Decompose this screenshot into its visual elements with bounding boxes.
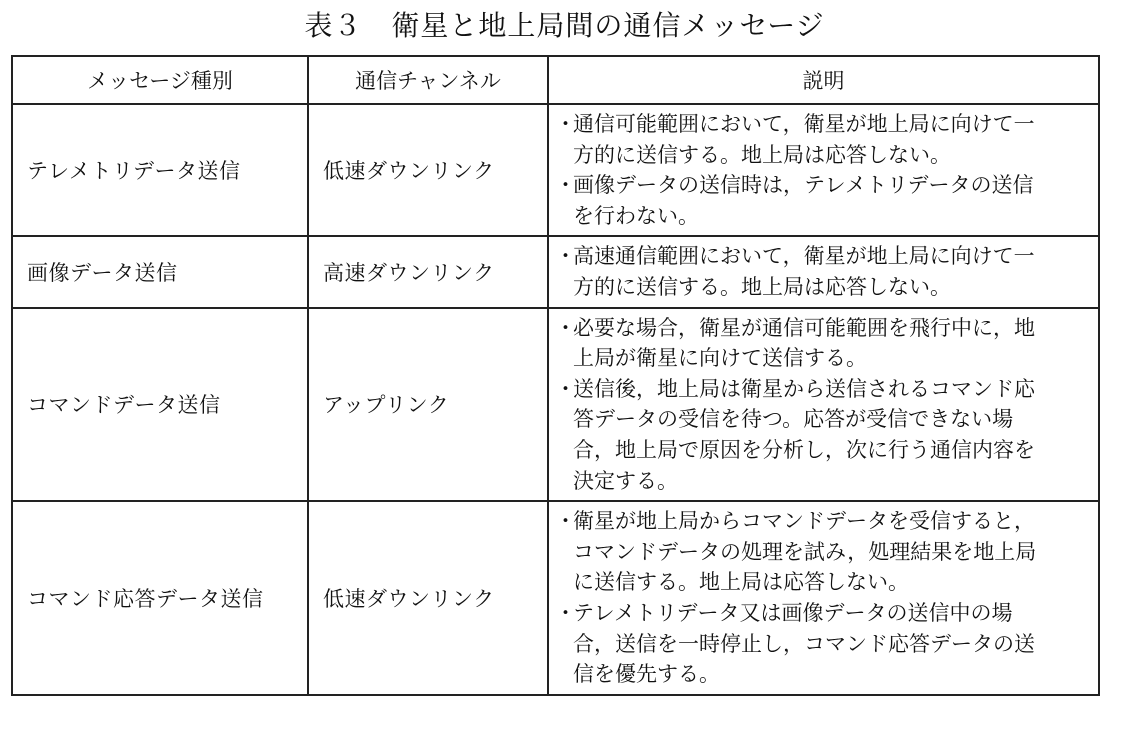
- description-cell: [548, 501, 1099, 695]
- table-row: [12, 308, 1099, 502]
- description-text: 信を優先する。: [573, 662, 720, 687]
- bullet-marker: ・: [555, 173, 576, 198]
- message-type-cell: テレメトリデータ送信: [12, 104, 308, 236]
- description-text: 通信可能範囲において，衛星が地上局に向けて一: [573, 112, 1035, 136]
- table-row: [12, 104, 1099, 236]
- message-type-cell: コマンドデータ送信: [12, 308, 308, 502]
- bullet-marker: ・: [555, 244, 576, 269]
- channel-cell: 低速ダウンリンク: [308, 501, 548, 695]
- description-line: [555, 598, 1090, 629]
- description-text: 合，送信を一時停止し，コマンド応答データの送: [573, 631, 1035, 656]
- description-cell: [548, 236, 1099, 307]
- description-text: 画像データの送信時は，テレメトリデータの送信: [573, 173, 1034, 198]
- header-description: 説明: [548, 56, 1099, 104]
- message-table: [11, 55, 1100, 696]
- description-line: [555, 506, 1090, 537]
- description-text: 衛星が地上局からコマンドデータを受信すると，: [573, 509, 1035, 534]
- description-line: [573, 404, 1090, 435]
- table-row: [12, 236, 1099, 307]
- description-text: 決定する。: [573, 468, 678, 493]
- description-text: 上局が衛星に向けて送信する。: [573, 346, 867, 371]
- description-text: 方的に送信する。地上局は応答しない。: [573, 274, 951, 299]
- bullet-marker: ・: [555, 376, 576, 401]
- description-line: [573, 343, 1090, 374]
- description-line: [573, 567, 1090, 598]
- channel-cell: アップリンク: [308, 308, 548, 502]
- bullet-marker: ・: [555, 112, 576, 136]
- description-cell: [548, 308, 1099, 502]
- description-text: 合，地上局で原因を分析し，次に行う通信内容を: [573, 437, 1035, 462]
- description-text: 方的に送信する。地上局は応答しない。: [573, 142, 951, 167]
- description-line: [573, 629, 1090, 660]
- description-line: [555, 313, 1090, 344]
- table-row: [12, 501, 1099, 695]
- description-cell: [548, 104, 1099, 236]
- description-text: 送信後，地上局は衛星から送信されるコマンド応: [573, 376, 1035, 401]
- description-line: [573, 537, 1090, 568]
- channel-cell: 低速ダウンリンク: [308, 104, 548, 236]
- bullet-marker: ・: [555, 315, 576, 340]
- header-message-type: メッセージ種別: [12, 56, 308, 104]
- description-text: テレメトリデータ又は画像データの送信中の場: [573, 600, 1013, 625]
- table-header-row: [12, 56, 1099, 104]
- description-line: [555, 109, 1090, 140]
- description-text: 必要な場合，衛星が通信可能範囲を飛行中に，地: [573, 315, 1035, 340]
- description-line: [573, 272, 1090, 303]
- channel-cell: 高速ダウンリンク: [308, 236, 548, 307]
- description-line: [555, 241, 1090, 272]
- description-line: [573, 466, 1090, 497]
- bullet-marker: ・: [555, 509, 576, 534]
- description-line: [555, 374, 1090, 405]
- description-line: [573, 435, 1090, 466]
- message-type-cell: コマンド応答データ送信: [12, 501, 308, 695]
- description-line: [573, 659, 1090, 690]
- description-line: [555, 170, 1090, 201]
- description-text: に送信する。地上局は応答しない。: [573, 570, 909, 595]
- description-line: [573, 201, 1090, 232]
- description-text: を行わない。: [573, 203, 699, 228]
- description-text: コマンドデータの処理を試み，処理結果を地上局: [573, 539, 1037, 564]
- bullet-marker: ・: [555, 600, 576, 625]
- table-caption: 表３ 衛星と地上局間の通信メッセージ: [304, 9, 825, 42]
- description-text: 高速通信範囲において，衛星が地上局に向けて一: [573, 244, 1035, 269]
- description-line: [573, 140, 1090, 171]
- header-channel: 通信チャンネル: [308, 56, 548, 104]
- message-type-cell: 画像データ送信: [12, 236, 308, 307]
- description-text: 答データの受信を待つ。応答が受信できない場: [573, 407, 1014, 432]
